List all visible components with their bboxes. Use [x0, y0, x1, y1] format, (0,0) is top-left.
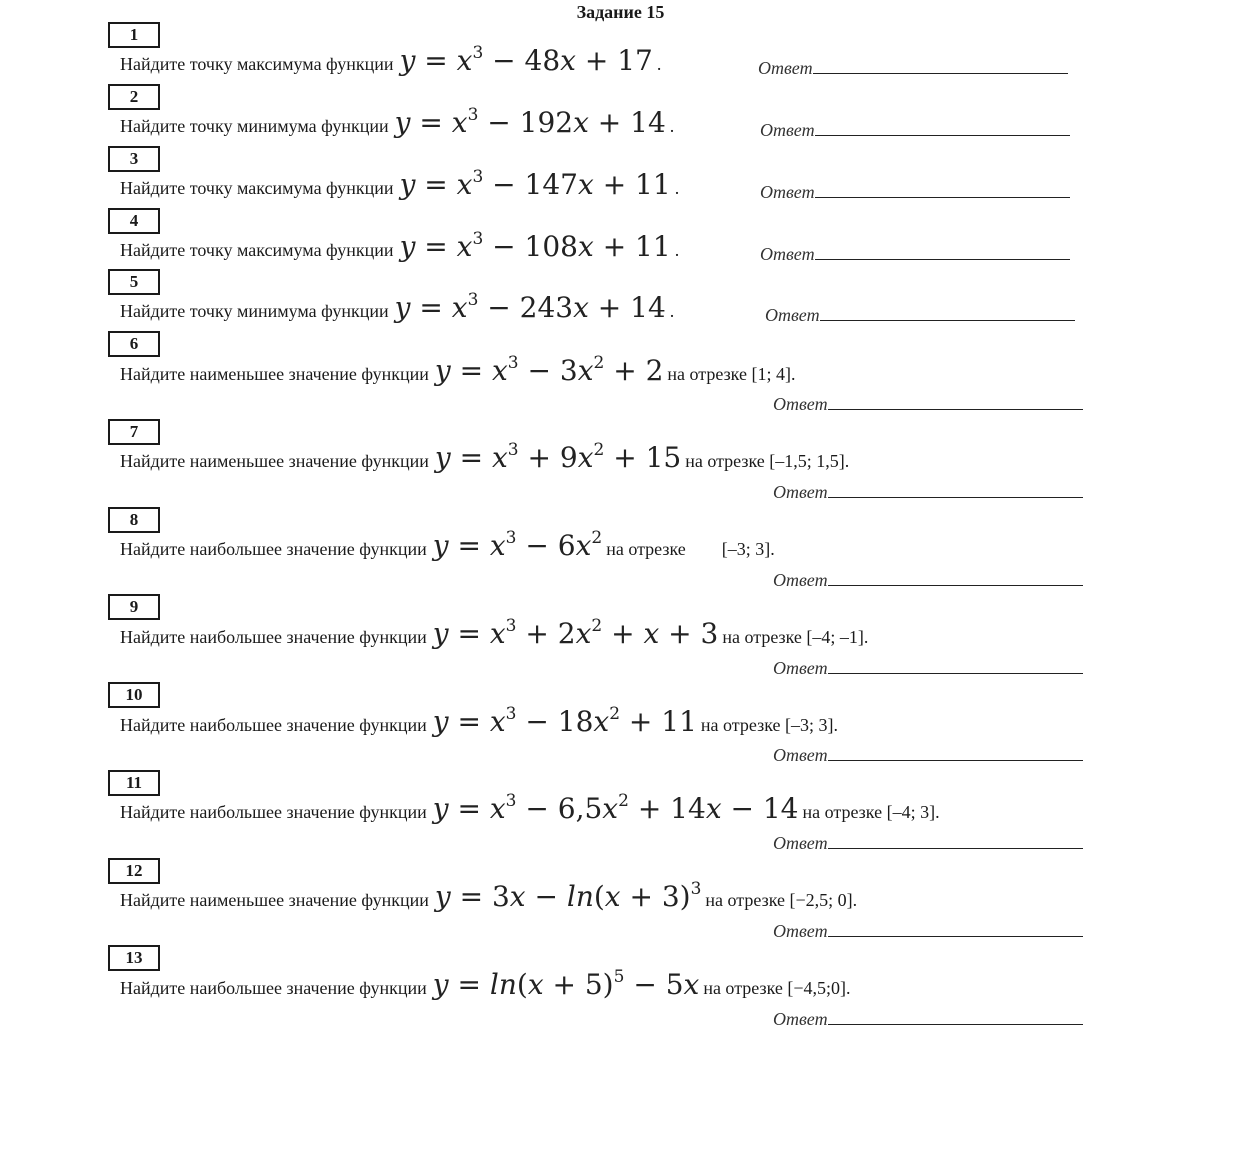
page-title: Задание 15 [576, 2, 665, 22]
task-suffix: на отрезке [–1,5; 1,5]. [685, 451, 850, 471]
task-statement [120, 968, 851, 1001]
task-formula: $y = x^3 + 9x^2 + 15$ [434, 440, 682, 474]
task-statement [120, 792, 940, 825]
task-prefix: Найдите наибольшее значение функции [120, 627, 427, 647]
answer-blank-line[interactable] [828, 847, 1083, 849]
answer-field[interactable] [773, 833, 1083, 854]
task-statement [120, 880, 857, 913]
answer-field[interactable] [773, 570, 1083, 591]
answer-blank-line[interactable] [828, 496, 1083, 498]
task-number: 11 [108, 770, 160, 796]
task-number: 10 [108, 682, 160, 708]
task-prefix: Найдите точку максимума функции [120, 54, 394, 74]
task-prefix: Найдите наибольшее значение функции [120, 539, 427, 559]
task-prefix: Найдите точку минимума функции [120, 116, 389, 136]
answer-label: Ответ [760, 182, 815, 202]
answer-field[interactable] [765, 305, 1075, 326]
answer-label: Ответ [773, 1009, 828, 1029]
task-suffix: . [674, 178, 680, 198]
task-prefix: Найдите наибольшее значение функции [120, 715, 427, 735]
task-number: 4 [108, 208, 160, 234]
answer-blank-line[interactable] [820, 319, 1075, 321]
answer-blank-line[interactable] [815, 196, 1070, 198]
task-prefix: Найдите точку максимума функции [120, 240, 394, 260]
answer-label: Ответ [765, 305, 820, 325]
task-formula: $y = x^3 - 6x^2$ [432, 528, 603, 562]
answer-label: Ответ [758, 58, 813, 78]
task-statement [120, 291, 674, 324]
task-formula: $y = x^3 + 2x^2 + x + 3$ [432, 616, 719, 650]
answer-blank-line[interactable] [813, 72, 1068, 74]
answer-blank-line[interactable] [815, 258, 1070, 260]
answer-label: Ответ [773, 570, 828, 590]
task-statement [120, 441, 849, 474]
answer-field[interactable] [773, 921, 1083, 942]
answer-field[interactable] [773, 658, 1083, 679]
answer-label: Ответ [773, 482, 828, 502]
answer-label: Ответ [773, 921, 828, 941]
task-statement [120, 617, 868, 650]
task-number: 13 [108, 945, 160, 971]
task-formula: $y = x^3 - 3x^2 + 2$ [434, 353, 664, 387]
answer-field[interactable] [773, 482, 1083, 503]
task-number: 3 [108, 146, 160, 172]
task-suffix: на отрезке [−2,5; 0]. [705, 890, 858, 910]
task-number: 12 [108, 858, 160, 884]
task-formula: $y = \ln(x + 5)^5 - 5x$ [432, 967, 700, 1001]
answer-field[interactable] [773, 394, 1083, 415]
task-statement [120, 44, 661, 77]
answer-blank-line[interactable] [828, 584, 1083, 586]
task-suffix: на отрезке [–4; 3]. [802, 802, 940, 822]
task-formula: $y = 3x - \ln(x + 3)^3$ [434, 879, 702, 913]
task-prefix: Найдите наибольшее значение функции [120, 978, 427, 998]
answer-field[interactable] [760, 120, 1070, 141]
task-statement [120, 106, 674, 139]
task-formula: $y = x^3 - 48x + 17$ [399, 43, 653, 77]
answer-blank-line[interactable] [828, 935, 1083, 937]
task-suffix: на отрезке [–3; 3]. [606, 539, 775, 559]
answer-label: Ответ [773, 658, 828, 678]
task-formula: $y = x^3 - 192x + 14$ [394, 105, 666, 139]
answer-label: Ответ [773, 833, 828, 853]
answer-blank-line[interactable] [828, 672, 1083, 674]
task-number: 8 [108, 507, 160, 533]
task-suffix: . [656, 54, 662, 74]
answer-field[interactable] [773, 1009, 1083, 1030]
task-prefix: Найдите точку минимума функции [120, 301, 389, 321]
task-formula: $y = x^3 - 147x + 11$ [399, 167, 671, 201]
answer-label: Ответ [773, 394, 828, 414]
task-suffix: на отрезке [1; 4]. [667, 364, 796, 384]
answer-label: Ответ [773, 745, 828, 765]
task-statement [120, 529, 775, 562]
task-formula: $y = x^3 - 18x^2 + 11$ [432, 704, 697, 738]
task-number: 9 [108, 594, 160, 620]
answer-blank-line[interactable] [828, 759, 1083, 761]
task-suffix: . [669, 116, 675, 136]
task-suffix: на отрезке [–4; –1]. [722, 627, 869, 647]
task-number: 7 [108, 419, 160, 445]
answer-field[interactable] [760, 182, 1070, 203]
task-statement [120, 354, 795, 387]
task-suffix: . [674, 240, 680, 260]
answer-label: Ответ [760, 120, 815, 140]
task-suffix: . [669, 301, 675, 321]
answer-field[interactable] [760, 244, 1070, 265]
answer-blank-line[interactable] [828, 408, 1083, 410]
answer-field[interactable] [773, 745, 1083, 766]
task-number: 2 [108, 84, 160, 110]
task-prefix: Найдите наименьшее значение функции [120, 451, 429, 471]
answer-blank-line[interactable] [815, 134, 1070, 136]
task-formula: $y = x^3 - 6,5x^2 + 14x - 14$ [432, 791, 799, 825]
task-prefix: Найдите точку максимума функции [120, 178, 394, 198]
task-suffix: на отрезке [−4,5;0]. [703, 978, 851, 998]
task-formula: $y = x^3 - 108x + 11$ [399, 229, 671, 263]
task-prefix: Найдите наименьшее значение функции [120, 364, 429, 384]
task-prefix: Найдите наибольшее значение функции [120, 802, 427, 822]
answer-label: Ответ [760, 244, 815, 264]
task-prefix: Найдите наименьшее значение функции [120, 890, 429, 910]
answer-field[interactable] [758, 58, 1068, 79]
task-number: 6 [108, 331, 160, 357]
task-number: 1 [108, 22, 160, 48]
task-statement [120, 705, 838, 738]
task-number: 5 [108, 269, 160, 295]
task-statement [120, 168, 679, 201]
task-statement [120, 230, 679, 263]
task-formula: $y = x^3 - 243x + 14$ [394, 290, 666, 324]
answer-blank-line[interactable] [828, 1023, 1083, 1025]
task-suffix: на отрезке [–3; 3]. [700, 715, 838, 735]
